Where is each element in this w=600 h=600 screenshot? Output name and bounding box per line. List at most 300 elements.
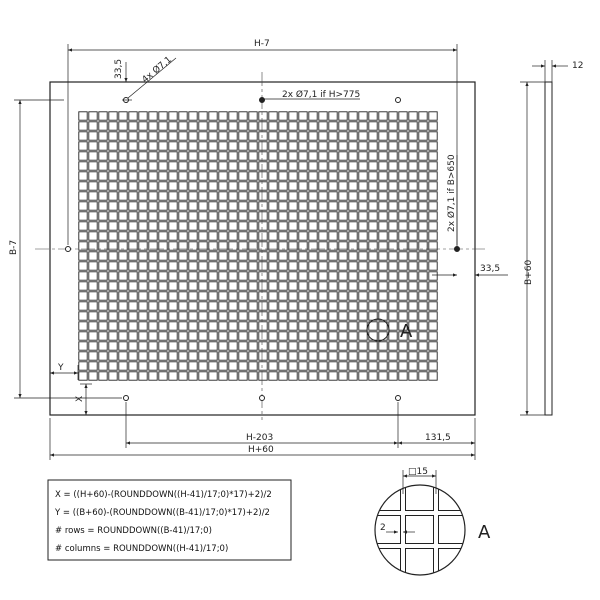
mesh-cell bbox=[369, 152, 377, 160]
mesh-cell bbox=[399, 232, 407, 240]
mesh-cell bbox=[189, 202, 197, 210]
mesh-cell bbox=[139, 162, 147, 170]
mesh-cell bbox=[79, 352, 87, 360]
mesh-cell bbox=[309, 232, 317, 240]
mesh-cell bbox=[219, 152, 227, 160]
mesh-cell bbox=[99, 232, 107, 240]
mesh-cell bbox=[159, 342, 167, 350]
mesh-cell bbox=[409, 312, 417, 320]
mesh-cell bbox=[119, 162, 127, 170]
mesh-cell bbox=[249, 182, 257, 190]
mesh-cell bbox=[99, 182, 107, 190]
mesh-cell bbox=[329, 132, 337, 140]
mesh-cell bbox=[279, 302, 287, 310]
mesh-cell bbox=[119, 342, 127, 350]
dim-cell-size-label: □15 bbox=[408, 467, 428, 477]
mesh-cell bbox=[339, 182, 347, 190]
mesh-cell bbox=[119, 192, 127, 200]
mesh-cell bbox=[89, 292, 97, 300]
mesh-cell bbox=[159, 322, 167, 330]
mesh-cell bbox=[379, 262, 387, 270]
mesh-cell bbox=[159, 132, 167, 140]
mesh-cell bbox=[279, 282, 287, 290]
mesh-cell bbox=[329, 362, 337, 370]
mesh-cell bbox=[99, 342, 107, 350]
mesh-cell bbox=[409, 162, 417, 170]
mesh-cell bbox=[289, 142, 297, 150]
mesh-cell bbox=[279, 332, 287, 340]
mesh-cell bbox=[279, 342, 287, 350]
mesh-cell bbox=[129, 202, 137, 210]
mesh-cell bbox=[139, 362, 147, 370]
dim-top-width-label: H-7 bbox=[254, 39, 270, 49]
mesh-cell bbox=[239, 312, 247, 320]
mesh-cell bbox=[119, 282, 127, 290]
mesh-cell bbox=[259, 252, 267, 260]
mesh-cell bbox=[139, 232, 147, 240]
mesh-cell bbox=[379, 342, 387, 350]
mesh-cell bbox=[129, 282, 137, 290]
mesh-cell bbox=[239, 262, 247, 270]
mesh-cell bbox=[299, 252, 307, 260]
mesh-cell bbox=[229, 342, 237, 350]
mesh-cell bbox=[209, 162, 217, 170]
mesh-cell bbox=[349, 132, 357, 140]
mesh-cell bbox=[269, 232, 277, 240]
mesh-cell bbox=[89, 222, 97, 230]
mesh-cell bbox=[379, 162, 387, 170]
mesh-cell bbox=[409, 342, 417, 350]
mesh-cell bbox=[219, 322, 227, 330]
mesh-cell bbox=[139, 372, 147, 380]
mesh-cell bbox=[129, 332, 137, 340]
mesh-cell bbox=[249, 272, 257, 280]
mesh-cell bbox=[149, 282, 157, 290]
mesh-cell bbox=[269, 252, 277, 260]
mesh-cell bbox=[319, 212, 327, 220]
mesh-cell bbox=[259, 232, 267, 240]
mesh-cell bbox=[269, 302, 277, 310]
mesh-cell bbox=[199, 222, 207, 230]
mesh-cell bbox=[199, 212, 207, 220]
mesh-cell bbox=[349, 352, 357, 360]
mesh-cell bbox=[109, 222, 117, 230]
mesh-cell bbox=[379, 272, 387, 280]
mesh-cell bbox=[139, 192, 147, 200]
mesh-cell bbox=[379, 362, 387, 370]
mesh-cell bbox=[349, 302, 357, 310]
mesh-cell bbox=[259, 202, 267, 210]
mesh-cell bbox=[219, 172, 227, 180]
mesh-cell bbox=[429, 292, 437, 300]
mesh-cell bbox=[399, 272, 407, 280]
mesh-cell bbox=[289, 232, 297, 240]
mesh-cell bbox=[119, 332, 127, 340]
mesh-cell bbox=[219, 142, 227, 150]
mesh-cell bbox=[299, 272, 307, 280]
mesh-cell bbox=[79, 132, 87, 140]
mesh-cell bbox=[429, 282, 437, 290]
mesh-cell bbox=[349, 172, 357, 180]
detail-a-circle bbox=[375, 485, 465, 575]
mesh-cell bbox=[319, 262, 327, 270]
mesh-cell bbox=[339, 112, 347, 120]
mesh-cell bbox=[189, 222, 197, 230]
mesh-cell bbox=[139, 292, 147, 300]
mesh-cell bbox=[349, 332, 357, 340]
mesh-cell bbox=[249, 262, 257, 270]
mesh-cell bbox=[309, 352, 317, 360]
mesh-cell bbox=[349, 272, 357, 280]
mesh-cell bbox=[79, 182, 87, 190]
mesh-cell bbox=[209, 322, 217, 330]
mesh-cell bbox=[269, 362, 277, 370]
mesh-cell bbox=[209, 312, 217, 320]
mesh-cell bbox=[279, 202, 287, 210]
mesh-cell bbox=[169, 252, 177, 260]
mesh-cell bbox=[259, 262, 267, 270]
mesh-cell bbox=[139, 212, 147, 220]
mesh-cell bbox=[179, 302, 187, 310]
mesh-cell bbox=[99, 362, 107, 370]
mesh-cell bbox=[349, 252, 357, 260]
mesh-cell bbox=[89, 272, 97, 280]
mesh-cell bbox=[379, 122, 387, 130]
mesh-cell bbox=[389, 192, 397, 200]
dim-corner-offset-label: 33,5 bbox=[114, 58, 124, 79]
mesh-cell bbox=[319, 132, 327, 140]
mesh-cell bbox=[189, 212, 197, 220]
hole-left-middle bbox=[66, 247, 71, 252]
mesh-cell bbox=[369, 302, 377, 310]
mesh-cell bbox=[359, 292, 367, 300]
mesh-cell bbox=[409, 272, 417, 280]
mesh-cell bbox=[149, 232, 157, 240]
mesh-cell bbox=[119, 302, 127, 310]
mesh-cell bbox=[199, 302, 207, 310]
mesh-cell bbox=[239, 122, 247, 130]
mesh-cell bbox=[159, 172, 167, 180]
mesh-cell bbox=[149, 112, 157, 120]
mesh-cell bbox=[419, 172, 427, 180]
mesh-cell bbox=[389, 252, 397, 260]
dim-y bbox=[50, 365, 78, 380]
mesh-cell bbox=[269, 282, 277, 290]
mesh-cell bbox=[119, 322, 127, 330]
mesh-cell bbox=[329, 312, 337, 320]
mesh-cell bbox=[289, 302, 297, 310]
mesh-cell bbox=[169, 332, 177, 340]
mesh-cell bbox=[219, 262, 227, 270]
mesh-cell bbox=[319, 332, 327, 340]
mesh-cell bbox=[269, 332, 277, 340]
mesh-cell bbox=[339, 212, 347, 220]
mesh-cell bbox=[189, 292, 197, 300]
mesh-cell bbox=[429, 172, 437, 180]
mesh-cell bbox=[389, 342, 397, 350]
mesh-cell bbox=[209, 232, 217, 240]
mesh-cell bbox=[129, 342, 137, 350]
mesh-cell bbox=[219, 312, 227, 320]
mesh-cell bbox=[199, 262, 207, 270]
mesh-cell bbox=[219, 362, 227, 370]
mesh-cell bbox=[79, 122, 87, 130]
mesh-cell bbox=[259, 112, 267, 120]
mesh-cell bbox=[199, 272, 207, 280]
mesh-cell bbox=[169, 282, 177, 290]
mesh-cell bbox=[399, 292, 407, 300]
mesh-cell bbox=[149, 262, 157, 270]
mesh-cell bbox=[139, 152, 147, 160]
mesh-cell bbox=[139, 112, 147, 120]
mesh-cell bbox=[379, 202, 387, 210]
mesh-cell bbox=[149, 362, 157, 370]
mesh-cell bbox=[169, 122, 177, 130]
mesh-cell bbox=[369, 352, 377, 360]
mesh-cell bbox=[349, 232, 357, 240]
mesh-cell bbox=[239, 372, 247, 380]
mesh-cell bbox=[429, 322, 437, 330]
mesh-cell bbox=[149, 122, 157, 130]
detail-a-label: A bbox=[478, 522, 491, 543]
mesh-cell bbox=[339, 272, 347, 280]
mesh-cell bbox=[249, 362, 257, 370]
mesh-cell bbox=[359, 262, 367, 270]
mesh-cell bbox=[149, 182, 157, 190]
mesh-cell bbox=[359, 192, 367, 200]
mesh-cell bbox=[119, 292, 127, 300]
detail-cell bbox=[439, 516, 467, 544]
mesh-cell bbox=[409, 362, 417, 370]
mesh-cell bbox=[99, 212, 107, 220]
mesh-cell bbox=[109, 282, 117, 290]
mesh-cell bbox=[179, 112, 187, 120]
mesh-cell bbox=[239, 272, 247, 280]
mesh-cell bbox=[189, 312, 197, 320]
mesh-cell bbox=[229, 122, 237, 130]
mesh-cell bbox=[79, 342, 87, 350]
mesh-cell bbox=[399, 162, 407, 170]
mesh-cell bbox=[419, 232, 427, 240]
mesh-cell bbox=[129, 172, 137, 180]
mesh-cell bbox=[249, 232, 257, 240]
mesh-cell bbox=[299, 172, 307, 180]
mesh-cell bbox=[79, 302, 87, 310]
mesh-cell bbox=[289, 332, 297, 340]
mesh-cell bbox=[89, 172, 97, 180]
mesh-cell bbox=[329, 222, 337, 230]
mesh-cell bbox=[319, 292, 327, 300]
mesh-cell bbox=[309, 292, 317, 300]
mesh-cell bbox=[229, 292, 237, 300]
mesh-cell bbox=[329, 262, 337, 270]
mesh-cell bbox=[309, 172, 317, 180]
mesh-cell bbox=[179, 312, 187, 320]
mesh-cell bbox=[349, 162, 357, 170]
mesh-cell bbox=[309, 312, 317, 320]
mesh-cell bbox=[389, 292, 397, 300]
mesh-cell bbox=[349, 122, 357, 130]
mesh-cell bbox=[419, 312, 427, 320]
mesh-cell bbox=[409, 232, 417, 240]
mesh-cell bbox=[259, 372, 267, 380]
mesh-cell bbox=[189, 112, 197, 120]
mesh-cell bbox=[149, 152, 157, 160]
mesh-cell bbox=[139, 262, 147, 270]
mesh-cell bbox=[429, 362, 437, 370]
mesh-cell bbox=[219, 292, 227, 300]
mesh-cell bbox=[299, 222, 307, 230]
mesh-cell bbox=[249, 352, 257, 360]
mesh-cell bbox=[199, 152, 207, 160]
mesh-cell bbox=[279, 232, 287, 240]
mesh-cell bbox=[289, 342, 297, 350]
mesh-cell bbox=[139, 252, 147, 260]
mesh-cell bbox=[229, 172, 237, 180]
mesh-cell bbox=[279, 372, 287, 380]
mesh-cell bbox=[329, 192, 337, 200]
mesh-cell bbox=[199, 112, 207, 120]
mesh-cell bbox=[209, 192, 217, 200]
mesh-cell bbox=[99, 332, 107, 340]
mesh-cell bbox=[129, 272, 137, 280]
mesh-cell bbox=[269, 182, 277, 190]
mesh-cell bbox=[299, 132, 307, 140]
mesh-cell bbox=[129, 292, 137, 300]
mesh-cell bbox=[349, 292, 357, 300]
mesh-cell bbox=[239, 172, 247, 180]
mesh-cell bbox=[419, 122, 427, 130]
mesh-cell bbox=[299, 352, 307, 360]
mesh-cell bbox=[329, 332, 337, 340]
mesh-cell bbox=[339, 152, 347, 160]
mesh-cell bbox=[389, 162, 397, 170]
mesh-cell bbox=[389, 272, 397, 280]
mesh-cell bbox=[159, 312, 167, 320]
mesh-cell bbox=[309, 262, 317, 270]
mesh-cell bbox=[429, 352, 437, 360]
mesh-cell bbox=[109, 332, 117, 340]
detail-marker-label: A bbox=[400, 321, 413, 342]
mesh-cell bbox=[209, 172, 217, 180]
mesh-cell bbox=[339, 222, 347, 230]
mesh-cell bbox=[409, 152, 417, 160]
mesh-cell bbox=[429, 342, 437, 350]
mesh-cell bbox=[309, 152, 317, 160]
mesh-cell bbox=[289, 202, 297, 210]
mesh-cell bbox=[279, 322, 287, 330]
mesh-cell bbox=[269, 202, 277, 210]
mesh-cell bbox=[249, 302, 257, 310]
mesh-cell bbox=[129, 362, 137, 370]
mesh-cell bbox=[399, 362, 407, 370]
mesh-cell bbox=[409, 202, 417, 210]
mesh-cell bbox=[299, 202, 307, 210]
mesh-cell bbox=[79, 272, 87, 280]
mesh-cell bbox=[99, 172, 107, 180]
mesh-cell bbox=[149, 322, 157, 330]
mesh-cell bbox=[339, 292, 347, 300]
mesh-cell bbox=[419, 292, 427, 300]
mesh-cell bbox=[79, 292, 87, 300]
mesh-cell bbox=[279, 182, 287, 190]
mesh-cell bbox=[99, 322, 107, 330]
mesh-cell bbox=[399, 132, 407, 140]
mesh-cell bbox=[189, 162, 197, 170]
detail-cell bbox=[439, 483, 467, 511]
mesh-cell bbox=[359, 182, 367, 190]
mesh-cell bbox=[169, 312, 177, 320]
mesh-cell bbox=[389, 312, 397, 320]
mesh-cell bbox=[269, 112, 277, 120]
mesh-cell bbox=[159, 282, 167, 290]
mesh-cell bbox=[189, 362, 197, 370]
mesh-cell bbox=[259, 362, 267, 370]
mesh-cell bbox=[139, 222, 147, 230]
mesh-cell bbox=[419, 132, 427, 140]
mesh-cell bbox=[229, 312, 237, 320]
detail-cell bbox=[406, 549, 434, 577]
mesh-cell bbox=[239, 332, 247, 340]
mesh-cell bbox=[379, 282, 387, 290]
mesh-cell bbox=[369, 332, 377, 340]
mesh-cell bbox=[419, 222, 427, 230]
mesh-cell bbox=[209, 352, 217, 360]
mesh-cell bbox=[159, 252, 167, 260]
mesh-cell bbox=[109, 172, 117, 180]
mesh-cell bbox=[339, 162, 347, 170]
mesh-cell bbox=[369, 232, 377, 240]
mesh-cell bbox=[329, 342, 337, 350]
mesh-cell bbox=[359, 282, 367, 290]
mesh-cell bbox=[309, 212, 317, 220]
mesh-cell bbox=[119, 222, 127, 230]
mesh-cell bbox=[159, 222, 167, 230]
mesh-cell bbox=[309, 122, 317, 130]
mesh-cell bbox=[429, 182, 437, 190]
mesh-cell bbox=[149, 202, 157, 210]
mesh-cell bbox=[419, 362, 427, 370]
mesh-cell bbox=[419, 212, 427, 220]
dim-left-height-label: B-7 bbox=[9, 239, 19, 255]
mesh-cell bbox=[319, 172, 327, 180]
mesh-cell bbox=[359, 222, 367, 230]
mesh-cell bbox=[369, 372, 377, 380]
mesh-cell bbox=[379, 372, 387, 380]
mesh-cell bbox=[79, 112, 87, 120]
mesh-cell bbox=[149, 132, 157, 140]
mesh-cell bbox=[209, 202, 217, 210]
mesh-cell bbox=[369, 282, 377, 290]
mesh-cell bbox=[359, 172, 367, 180]
mesh-cell bbox=[279, 162, 287, 170]
mesh-cell bbox=[149, 342, 157, 350]
formula-columns: # columns = ROUNDDOWN((H-41)/17;0) bbox=[55, 544, 229, 554]
mesh-cell bbox=[309, 202, 317, 210]
mesh-cell bbox=[399, 352, 407, 360]
mesh-cell bbox=[309, 142, 317, 150]
mesh-cell bbox=[319, 182, 327, 190]
mesh-cell bbox=[409, 352, 417, 360]
mesh-cell bbox=[219, 222, 227, 230]
side-view-plate bbox=[545, 82, 552, 415]
mesh-cell bbox=[129, 152, 137, 160]
mesh-cell bbox=[179, 252, 187, 260]
mesh-cell bbox=[299, 262, 307, 270]
mesh-cell bbox=[209, 332, 217, 340]
mesh-cell bbox=[389, 372, 397, 380]
mesh-cell bbox=[89, 122, 97, 130]
